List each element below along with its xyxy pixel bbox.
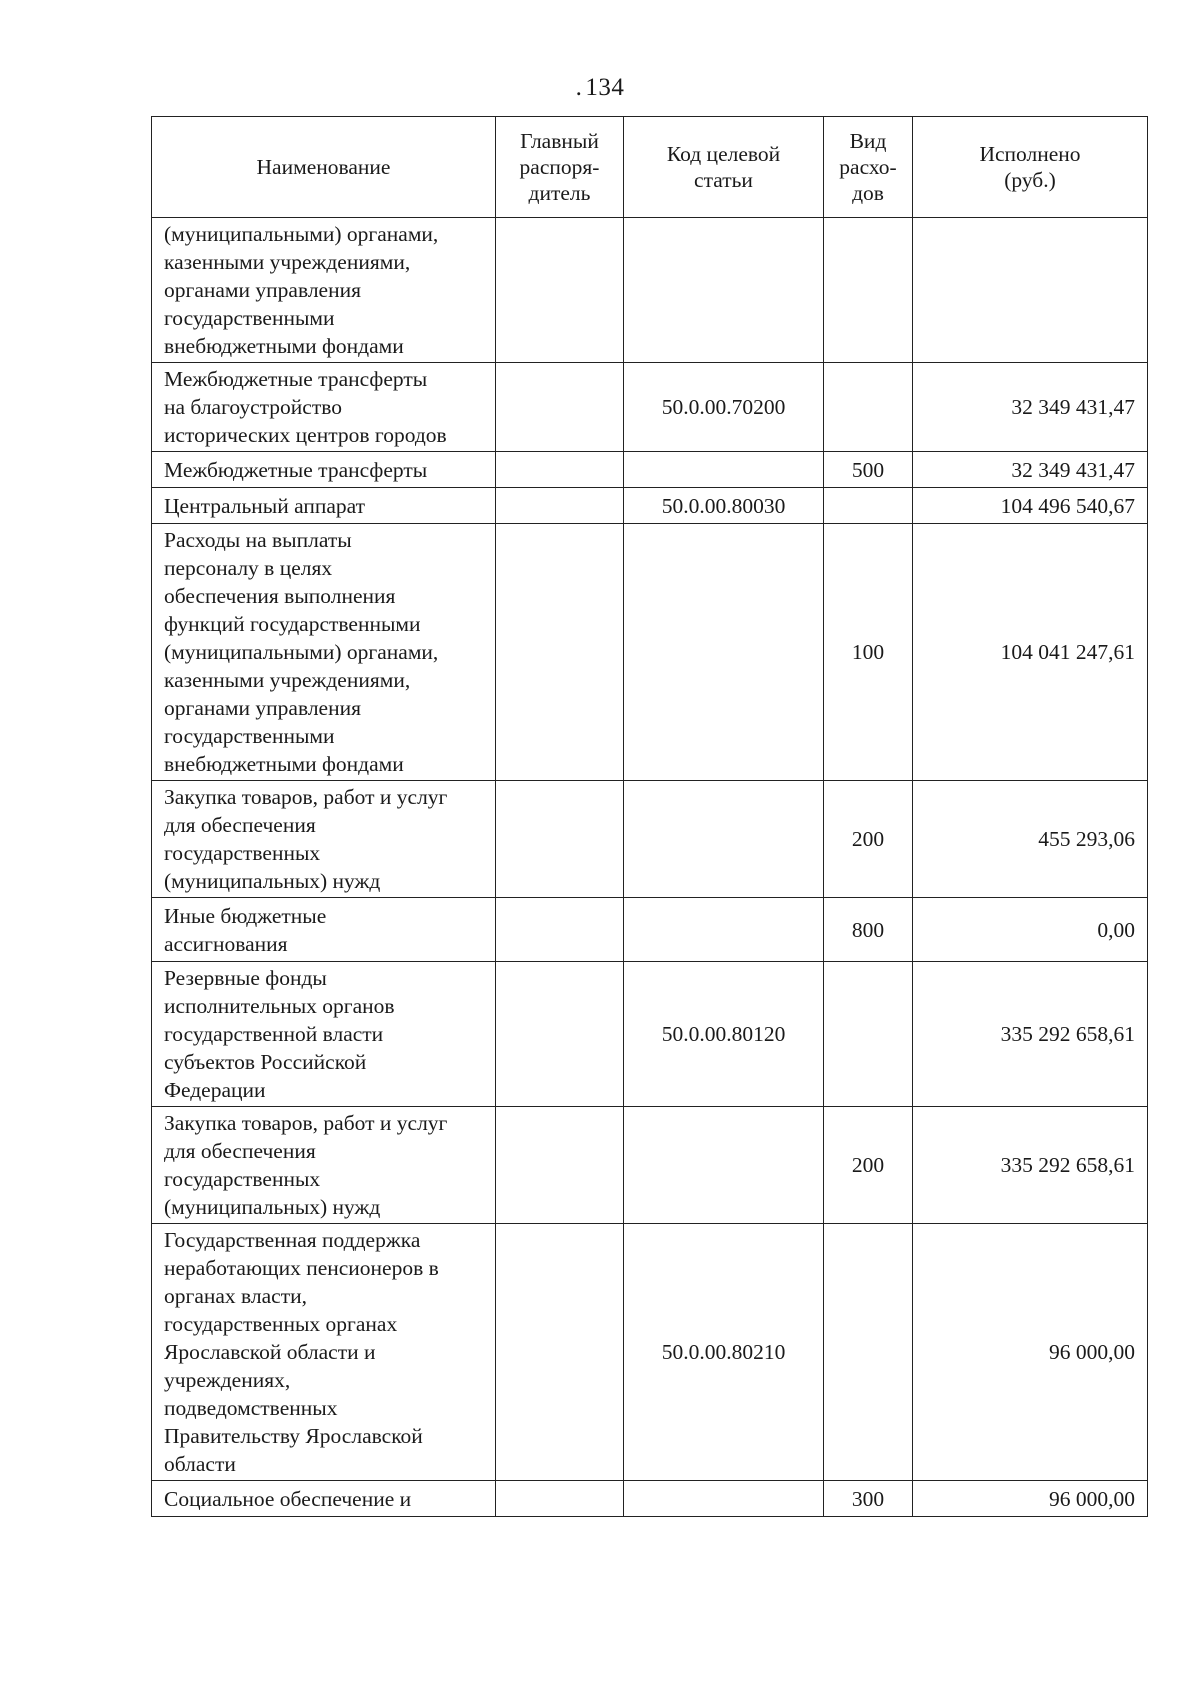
cell-name: Закупка товаров, работ и услуг для обеспечения государственных (муниципальных) нужд xyxy=(152,781,496,898)
cell-type: 500 xyxy=(824,452,913,488)
header-manager: Главный распоря- дитель xyxy=(496,117,624,218)
table-row xyxy=(152,524,1148,781)
page-number-value: 134 xyxy=(585,74,625,101)
cell-amount: 104 041 247,61 xyxy=(913,524,1148,781)
cell-name: Закупка товаров, работ и услуг для обеспечения государственных (муниципальных) нужд xyxy=(152,1107,496,1224)
cell-amount: 335 292 658,61 xyxy=(913,1107,1148,1224)
table-row xyxy=(152,218,1148,363)
cell-amount: 0,00 xyxy=(913,898,1148,962)
cell-manager xyxy=(496,1481,624,1517)
cell-manager xyxy=(496,524,624,781)
budget-table xyxy=(151,116,1148,1517)
cell-type xyxy=(824,218,913,363)
cell-manager xyxy=(496,898,624,962)
cell-manager xyxy=(496,218,624,363)
cell-amount: 96 000,00 xyxy=(913,1224,1148,1481)
cell-type: 300 xyxy=(824,1481,913,1517)
cell-manager xyxy=(496,1224,624,1481)
cell-name: Резервные фонды исполнительных органов государственной власти субъектов Российской Федерации xyxy=(152,962,496,1107)
cell-code xyxy=(624,781,824,898)
header-type: Вид расхо- дов xyxy=(824,117,913,218)
cell-manager xyxy=(496,781,624,898)
cell-code xyxy=(624,452,824,488)
cell-code: 50.0.00.80030 xyxy=(624,488,824,524)
cell-amount: 455 293,06 xyxy=(913,781,1148,898)
table-row xyxy=(152,1224,1148,1481)
cell-manager xyxy=(496,452,624,488)
cell-amount: 32 349 431,47 xyxy=(913,363,1148,452)
cell-type: 800 xyxy=(824,898,913,962)
cell-amount: 335 292 658,61 xyxy=(913,962,1148,1107)
header-amount: Исполнено (руб.) xyxy=(913,117,1148,218)
cell-manager xyxy=(496,1107,624,1224)
cell-code: 50.0.00.70200 xyxy=(624,363,824,452)
cell-type: 100 xyxy=(824,524,913,781)
page-number: . 134 xyxy=(575,74,625,101)
header-code: Код целевой статьи xyxy=(624,117,824,218)
cell-amount: 32 349 431,47 xyxy=(913,452,1148,488)
table-row xyxy=(152,1107,1148,1224)
table-row xyxy=(152,1481,1148,1517)
cell-manager xyxy=(496,962,624,1107)
header-row xyxy=(152,117,1148,218)
cell-manager xyxy=(496,363,624,452)
cell-type xyxy=(824,1224,913,1481)
cell-type xyxy=(824,962,913,1107)
cell-type xyxy=(824,363,913,452)
cell-name: Центральный аппарат xyxy=(152,488,496,524)
cell-name: Социальное обеспечение и xyxy=(152,1481,496,1517)
cell-code: 50.0.00.80120 xyxy=(624,962,824,1107)
cell-manager xyxy=(496,488,624,524)
table-row xyxy=(152,962,1148,1107)
table-row xyxy=(152,363,1148,452)
cell-type: 200 xyxy=(824,781,913,898)
cell-amount: 104 496 540,67 xyxy=(913,488,1148,524)
cell-name: Иные бюджетные ассигнования xyxy=(152,898,496,962)
cell-name: (муниципальными) органами, казенными учреждениями, органами управления государственными внебюджетными фондами xyxy=(152,218,496,363)
cell-type: 200 xyxy=(824,1107,913,1224)
table-row xyxy=(152,488,1148,524)
table-row xyxy=(152,898,1148,962)
cell-code xyxy=(624,218,824,363)
cell-code xyxy=(624,898,824,962)
cell-name: Расходы на выплаты персоналу в целях обеспечения выполнения функций государственными (муниципальными) органами, казенными учреждениями, органами управления государственными внебюджетными фондами xyxy=(152,524,496,781)
table-row xyxy=(152,781,1148,898)
cell-code: 50.0.00.80210 xyxy=(624,1224,824,1481)
table-row xyxy=(152,452,1148,488)
cell-code xyxy=(624,524,824,781)
cell-type xyxy=(824,488,913,524)
table-body xyxy=(152,218,1148,1517)
cell-name: Межбюджетные трансферты на благоустройство исторических центров городов xyxy=(152,363,496,452)
cell-amount xyxy=(913,218,1148,363)
cell-amount: 96 000,00 xyxy=(913,1481,1148,1517)
cell-code xyxy=(624,1107,824,1224)
cell-name: Межбюджетные трансферты xyxy=(152,452,496,488)
cell-name: Государственная поддержка неработающих пенсионеров в органах власти, государственных органах Ярославской области и учреждениях, подведомственных Правительству Ярославской области xyxy=(152,1224,496,1481)
cell-code xyxy=(624,1481,824,1517)
header-name: Наименование xyxy=(152,117,496,218)
